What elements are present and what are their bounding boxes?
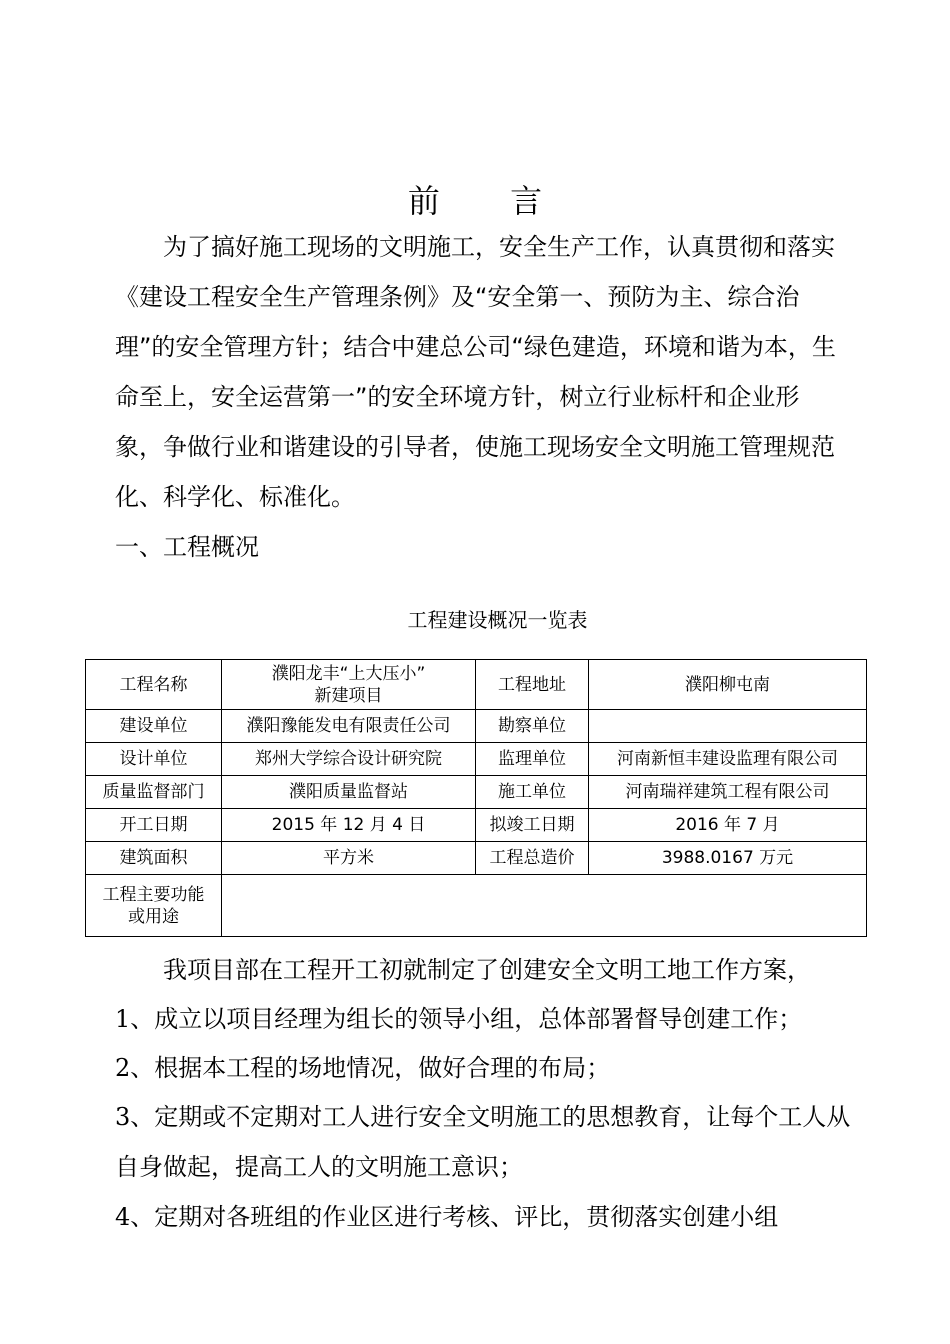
project-overview-table: [85, 659, 867, 937]
list-item: [115, 1092, 855, 1192]
table-row: [86, 875, 867, 937]
cell-label: 开工日期: [86, 809, 222, 842]
table-row: [86, 809, 867, 842]
cell-label: 建筑面积: [86, 842, 222, 875]
cell-label: 施工单位: [476, 776, 589, 809]
list-text: 成立以项目经理为组长的领导小组，总体部署督导创建工作；: [154, 1005, 803, 1033]
cell-label: 建设单位: [86, 710, 222, 743]
cell-label: 质量监督部门: [86, 776, 222, 809]
cell-value: 郑州大学综合设计研究院: [222, 743, 476, 776]
cell-label: 设计单位: [86, 743, 222, 776]
table-row: [86, 776, 867, 809]
cell-value: 濮阳质量监督站: [222, 776, 476, 809]
cell-value: [589, 710, 867, 743]
cell-label: 监理单位: [476, 743, 589, 776]
list-number: 3、: [115, 1103, 155, 1131]
table-row: [86, 842, 867, 875]
list-number: 1、: [115, 1005, 155, 1033]
cell-value: 濮阳龙丰“上大压小” 新建项目: [222, 660, 476, 710]
cell-value: 3988.0167 万元: [589, 842, 867, 875]
list-number: 4、: [115, 1203, 155, 1231]
plan-paragraph: 我项目部在工程开工初就制定了创建安全文明工地工作方案，: [163, 956, 811, 984]
cell-value: 2016 年 7 月: [589, 809, 867, 842]
page-title: 前 言: [407, 182, 573, 220]
table-row: [86, 660, 867, 710]
cell-value: 河南瑞祥建筑工程有限公司: [589, 776, 867, 809]
list-item: [115, 994, 855, 1044]
cell-label: 拟竣工日期: [476, 809, 589, 842]
table-caption: 工程建设概况一览表: [407, 608, 588, 632]
table-row: [86, 710, 867, 743]
cell-value: 河南新恒丰建设监理有限公司: [589, 743, 867, 776]
cell-label: 勘察单位: [476, 710, 589, 743]
cell-value: 2015 年 12 月 4 日: [222, 809, 476, 842]
list-number: 2、: [115, 1054, 155, 1082]
section-heading: 一、工程概况: [115, 533, 259, 561]
cell-label: 工程总造价: [476, 842, 589, 875]
cell-label: 工程地址: [476, 660, 589, 710]
intro-paragraph: 为了搞好施工现场的文明施工，安全生产工作，认真贯彻和落实《建设工程安全生产管理条例》及“安全第一、预防为主、综合治理”的安全管理方针；结合中建总公司“绿色建造，环境和谐为本，生命至上，安全运营第一”的安全环境方针，树立行业标杆和企业形象，争做行业和谐建设的引导者，使施工现场安全文明施工管理规范化、科学化、标准化。: [115, 233, 836, 511]
cell-value: 平方米: [222, 842, 476, 875]
list-text: 定期对各班组的作业区进行考核、评比，贯彻落实创建小组: [154, 1203, 779, 1231]
cell-value: 濮阳豫能发电有限责任公司: [222, 710, 476, 743]
list-text: 根据本工程的场地情况，做好合理的布局；: [154, 1054, 611, 1082]
cell-label: 工程名称: [86, 660, 222, 710]
cell-value: [222, 875, 867, 937]
list-item: [115, 1192, 855, 1242]
cell-label: 工程主要功能 或用途: [86, 875, 222, 937]
cell-value: 濮阳柳屯南: [589, 660, 867, 710]
table-row: [86, 743, 867, 776]
list-text: 定期或不定期对工人进行安全文明施工的思想教育，让每个工人从自身做起，提高工人的文明施工意识；: [115, 1103, 851, 1181]
list-item: [115, 1043, 855, 1093]
